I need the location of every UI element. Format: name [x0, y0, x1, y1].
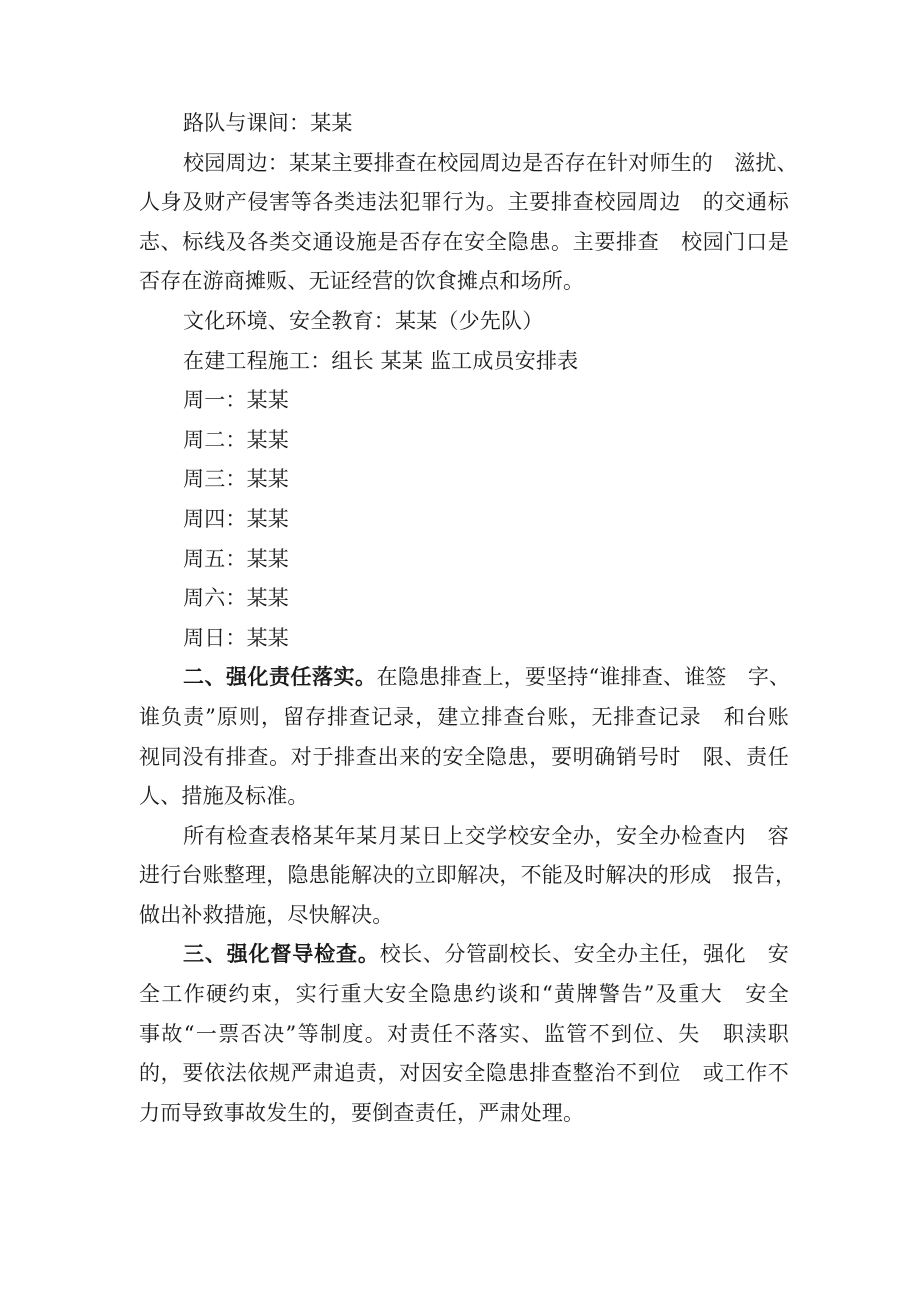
- paragraph-line: 所有检查表格某年某月某日上交学校安全办，安全办检查内 容: [183, 823, 789, 848]
- paragraph-line: 的，要依法依规严肃追责，对因安全隐患排查整治不到位 或工作不: [139, 1061, 789, 1086]
- paragraph-line: 力而导致事故发生的，要倒查责任，严肃处理。: [139, 1100, 585, 1125]
- section-text: 在隐患排查上，要坚持“谁排查、谁签 字、: [376, 665, 791, 690]
- document-page: [139, 104, 798, 1133]
- schedule-line: 周五：某某: [183, 546, 289, 571]
- paragraph-line: 校园周边：某某主要排查在校园周边是否存在针对师生的 滋扰、: [183, 150, 798, 175]
- paragraph-line: 全工作硬约束，实行重大安全隐患约谈和“黄牌警告”及重大 安全: [139, 982, 789, 1007]
- section-heading-line: [139, 935, 789, 975]
- schedule-line: 周四：某某: [183, 506, 289, 531]
- schedule-line: 周一：某某: [183, 388, 289, 413]
- paragraph-line: 事故“一票否决”等制度。对责任不落实、监管不到位、失 职渎职: [139, 1021, 789, 1046]
- paragraph-line: 在建工程施工：组长 某某 监工成员安排表: [183, 348, 579, 373]
- schedule-line: 周三：某某: [183, 467, 289, 492]
- schedule-line: 周日：某某: [183, 625, 289, 650]
- paragraph-line: 志、标线及各类交通设施是否存在安全隐患。主要排查 校园门口是: [139, 229, 789, 254]
- paragraph-line: 做出补救措施，尽快解决。: [139, 902, 394, 927]
- paragraph-line: 进行台账整理，隐患能解决的立即解决，不能及时解决的形成 报告，: [139, 863, 797, 888]
- paragraph-line: 路队与课间：某某: [183, 111, 353, 135]
- schedule-line: 周六：某某: [183, 586, 289, 611]
- paragraph-line: 人身及财产侵害等各类违法犯罪行为。主要排查校园周边 的交通标: [139, 190, 789, 215]
- paragraph-line: 否存在游商摊贩、无证经营的饮食摊点和场所。: [139, 269, 585, 294]
- paragraph-line: 视同没有排查。对于排查出来的安全隐患，要明确销号时 限、责任: [139, 744, 789, 769]
- paragraph-line: 谁负责”原则，留存排查记录，建立排查台账，无排查记录 和台账: [139, 704, 789, 729]
- section-heading: 三、强化督导检查。: [183, 942, 380, 967]
- section-heading: 二、强化责任落实。: [183, 665, 377, 690]
- schedule-line: 周二：某某: [183, 427, 289, 452]
- paragraph-line: 人、措施及标准。: [139, 784, 309, 809]
- section-heading-line: [139, 658, 789, 698]
- section-text: 校长、分管副校长、安全办主任，强化 安: [379, 942, 789, 967]
- paragraph-line: 文化环境、安全教育：某某（少先队）: [183, 308, 544, 333]
